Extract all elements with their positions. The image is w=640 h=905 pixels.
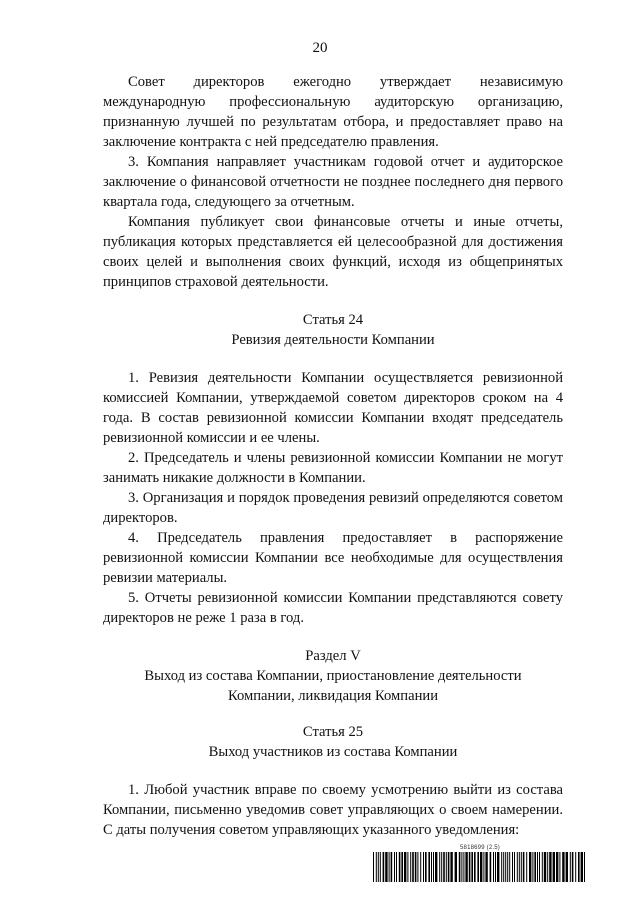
article-number: Статья 25 [302, 724, 364, 740]
page-number: 20 [312, 40, 328, 56]
paragraph: 5. Отчеты ревизионной комиссии Компании представляются совету директоров не реже 1 раза в год. [103, 590, 563, 626]
article-title: Выход участников из состава Компании [208, 744, 458, 760]
barcode-number: 5818699 (2.5) [460, 845, 500, 851]
paragraph: 1. Ревизия деятельности Компании осуществляется ревизионной комиссией Компании, утверждаемой советом директоров сроком на 4 года. В состав ревизионной комиссии Компании входят председатель ревизионной комиссии и ее члены. [103, 370, 563, 446]
article-title: Ревизия деятельности Компании [231, 332, 435, 348]
paragraph: Компания публикует свои финансовые отчеты и иные отчеты, публикация которых представляется ей целесообразной для достижения своих целей и выполнения своих функций, исходя из общепринятых принципов страховой деятельности. [103, 214, 563, 290]
paragraph: 4. Председатель правления предоставляет в распоряжение ревизионной комиссии Компании все необходимые для осуществления ревизии материалы. [103, 530, 563, 586]
article-number: Статья 24 [302, 312, 364, 328]
section-number: Раздел V [305, 648, 361, 664]
paragraph: 2. Председатель и члены ревизионной комиссии Компании не могут занимать никакие должности в Компании. [103, 450, 563, 486]
paragraph: 3. Организация и порядок проведения ревизий определяются советом директоров. [103, 490, 563, 526]
paragraph: 3. Компания направляет участникам годовой отчет и аудиторское заключение о финансовой отчетности не позднее последнего дня первого квартала года, следующего за отчетным. [103, 154, 563, 210]
section-title-line-1: Выход из состава Компании, приостановление деятельности [144, 668, 522, 684]
barcode-icon [373, 852, 588, 882]
paragraph: Совет директоров ежегодно утверждает независимую международную профессиональную аудиторскую организацию, признанную лучшей по результатам отбора, и предоставляет право на заключение контракта с ней председателю правления. [103, 74, 563, 150]
paragraph: 1. Любой участник вправе по своему усмотрению выйти из состава Компании, письменно уведомив совет управляющих о своем намерении. С даты получения советом управляющих указанного уведомления: [103, 782, 563, 838]
document-body [103, 72, 563, 840]
section-title-line-2: Компании, ликвидация Компании [227, 688, 439, 704]
